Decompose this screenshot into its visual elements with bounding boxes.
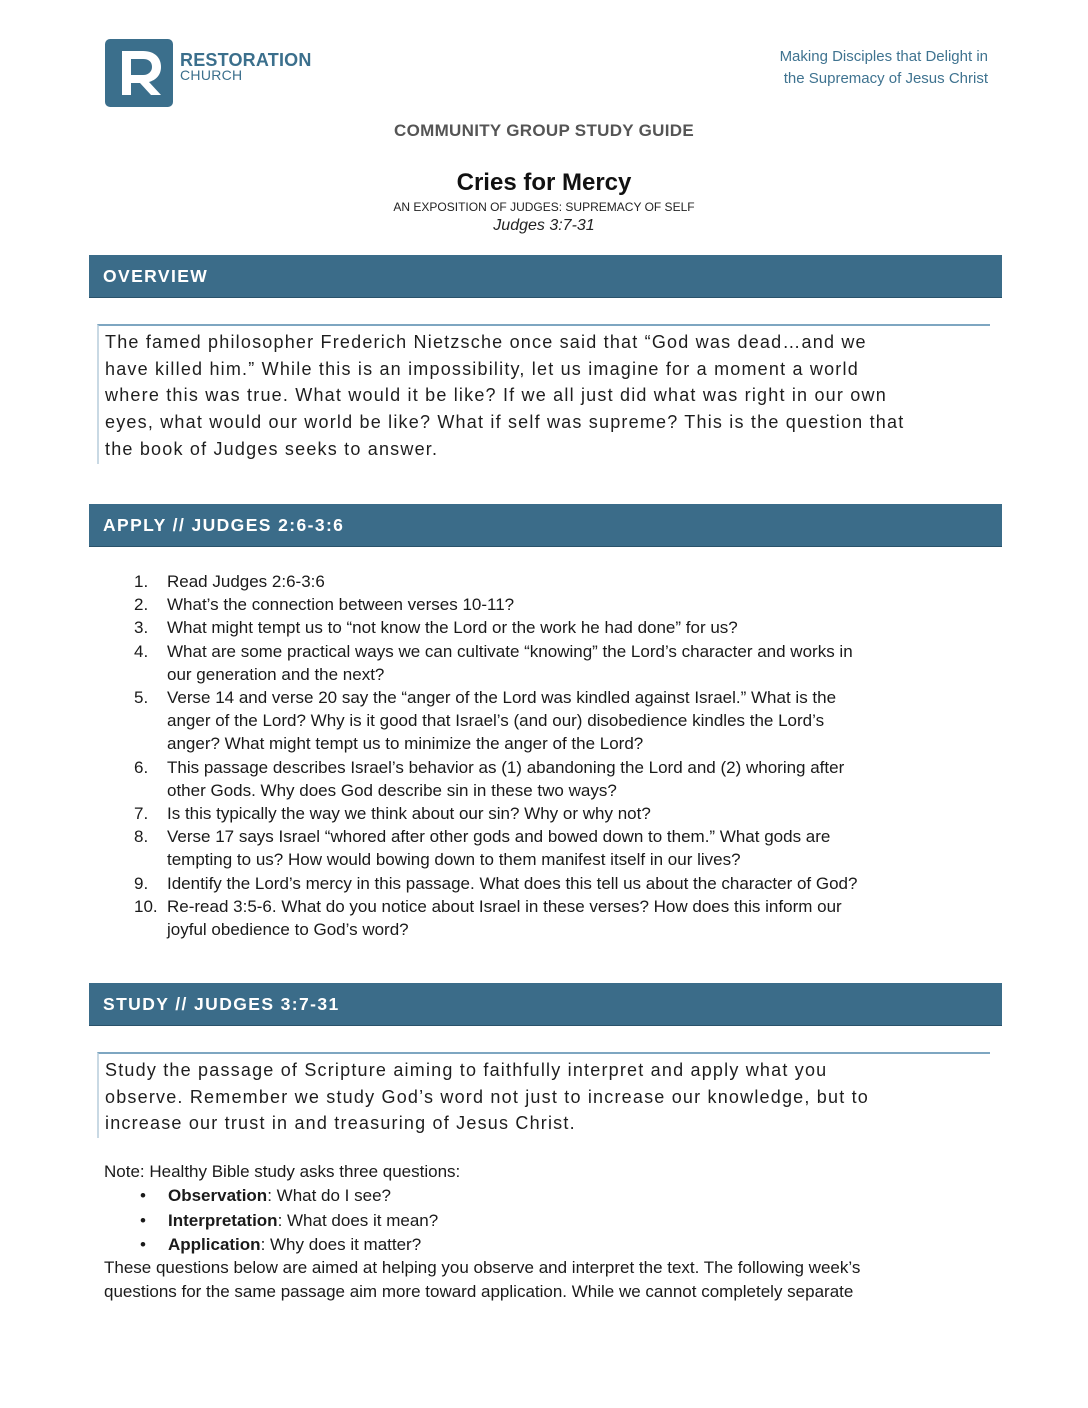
bullet-text: : What do I see? bbox=[267, 1186, 391, 1205]
page-subtitle: AN EXPOSITION OF JUDGES: SUPREMACY OF SELF bbox=[393, 200, 695, 214]
study-question-bullets bbox=[140, 1184, 438, 1258]
tagline-line: Making Disciples that Delight in bbox=[779, 48, 988, 65]
list-item bbox=[134, 756, 994, 802]
overview-line: the book of Judges seeks to answer. bbox=[105, 438, 439, 459]
section-heading: APPLY // JUDGES 2:6-3:6 bbox=[103, 515, 345, 535]
closing-paragraph bbox=[104, 1256, 1004, 1303]
church-logo-mark bbox=[105, 39, 173, 107]
question-line: anger? What might tempt us to minimize the anger of the Lord? bbox=[167, 734, 644, 754]
list-item bbox=[134, 825, 994, 871]
closing-line: These questions below are aimed at helping you observe and interpret the text. The following week’s bbox=[104, 1258, 861, 1277]
question-line: anger of the Lord? Why is it good that Israel’s (and our) disobedience kindles the Lord’s bbox=[167, 711, 825, 731]
logo-r-icon bbox=[105, 39, 173, 107]
bullet-icon: • bbox=[140, 1210, 146, 1230]
study-line: Study the passage of Scripture aiming to faithfully interpret and apply what you bbox=[105, 1060, 828, 1080]
study-line: observe. Remember we study God’s word not just to increase our knowledge, but to bbox=[105, 1086, 870, 1107]
bullet-icon: • bbox=[140, 1186, 146, 1205]
list-number: 5. bbox=[134, 688, 149, 708]
guide-title: COMMUNITY GROUP STUDY GUIDE bbox=[394, 121, 694, 140]
list-number: 1. bbox=[134, 572, 149, 591]
question-line: Verse 14 and verse 20 say the “anger of the Lord was kindled against Israel.” What is the bbox=[167, 688, 837, 708]
question-line: What might tempt us to “not know the Lord or the work he had done” for us? bbox=[167, 618, 738, 638]
list-item bbox=[140, 1184, 438, 1209]
list-number: 6. bbox=[134, 757, 149, 777]
closing-line: questions for the same passage aim more toward application. While we cannot completely separate bbox=[104, 1281, 854, 1301]
question-line: other Gods. Why does God describe sin in these two ways? bbox=[167, 780, 617, 800]
study-callout bbox=[97, 1052, 990, 1138]
apply-question-list bbox=[134, 570, 994, 941]
overview-callout bbox=[97, 324, 990, 464]
bullet-icon: • bbox=[140, 1235, 146, 1254]
list-item bbox=[134, 593, 994, 616]
section-header-apply bbox=[89, 504, 1002, 547]
question-line: Read Judges 2:6-3:6 bbox=[167, 572, 325, 591]
overview-line: The famed philosopher Frederich Nietzsche once said that “God was dead…and we bbox=[105, 332, 867, 352]
list-item bbox=[140, 1233, 438, 1258]
list-number: 10. bbox=[134, 896, 158, 916]
overview-line: have killed him.” While this is an impossibility, let us imagine for a moment a world bbox=[105, 358, 859, 379]
scripture-reference: Judges 3:7-31 bbox=[493, 217, 595, 234]
bullet-text: : What does it mean? bbox=[277, 1210, 439, 1230]
question-line: tempting to us? How would bowing down to them manifest itself in our lives? bbox=[167, 850, 741, 870]
tagline bbox=[628, 46, 988, 90]
list-number: 3. bbox=[134, 618, 149, 638]
list-number: 8. bbox=[134, 827, 149, 847]
logo-subname: CHURCH bbox=[180, 67, 243, 83]
question-line: What are some practical ways we can cultivate “knowing” the Lord’s character and works in bbox=[167, 641, 853, 661]
logo-name: RESTORATION bbox=[180, 50, 312, 70]
study-note: Note: Healthy Bible study asks three questions: bbox=[104, 1162, 461, 1181]
list-item bbox=[134, 570, 994, 593]
overview-line: eyes, what would our world be like? What if self was supreme? This is the question that bbox=[105, 412, 905, 433]
question-line: joyful obedience to God’s word? bbox=[167, 920, 409, 940]
list-item bbox=[134, 802, 994, 825]
question-line: This passage describes Israel’s behavior as (1) abandoning the Lord and (2) whoring after bbox=[167, 757, 845, 777]
list-item bbox=[134, 895, 994, 941]
bullet-term: Application bbox=[168, 1235, 261, 1254]
bullet-term: Interpretation bbox=[168, 1210, 278, 1230]
list-number: 4. bbox=[134, 641, 149, 661]
question-line: What’s the connection between verses 10-11? bbox=[167, 595, 515, 615]
question-line: Re-read 3:5-6. What do you notice about Israel in these verses? How does this inform our bbox=[167, 896, 842, 916]
question-line: Identify the Lord’s mercy in this passage. What does this tell us about the character of God? bbox=[167, 873, 858, 893]
list-number: 2. bbox=[134, 595, 149, 615]
list-item bbox=[134, 616, 994, 639]
list-number: 7. bbox=[134, 804, 149, 824]
tagline-line: the Supremacy of Jesus Christ bbox=[783, 70, 988, 87]
section-header-study bbox=[89, 983, 1002, 1026]
list-item bbox=[140, 1209, 438, 1234]
list-item bbox=[134, 872, 994, 895]
section-header-overview bbox=[89, 255, 1002, 298]
question-line: our generation and the next? bbox=[167, 664, 385, 684]
bullet-term: Observation bbox=[168, 1186, 268, 1205]
section-heading: STUDY // JUDGES 3:7-31 bbox=[103, 994, 340, 1014]
list-item bbox=[134, 640, 994, 686]
overview-line: where this was true. What would it be like? If we all just did what was right in our own bbox=[105, 385, 887, 406]
list-number: 9. bbox=[134, 873, 149, 893]
question-line: Is this typically the way we think about our sin? Why or why not? bbox=[167, 804, 651, 824]
bullet-text: : Why does it matter? bbox=[260, 1235, 422, 1254]
question-line: Verse 17 says Israel “whored after other gods and bowed down to them.” What gods are bbox=[167, 827, 831, 847]
section-heading: OVERVIEW bbox=[103, 266, 209, 286]
list-item bbox=[134, 686, 994, 756]
study-line: increase our trust in and treasuring of Jesus Christ. bbox=[105, 1113, 576, 1134]
page-title: Cries for Mercy bbox=[456, 169, 632, 196]
